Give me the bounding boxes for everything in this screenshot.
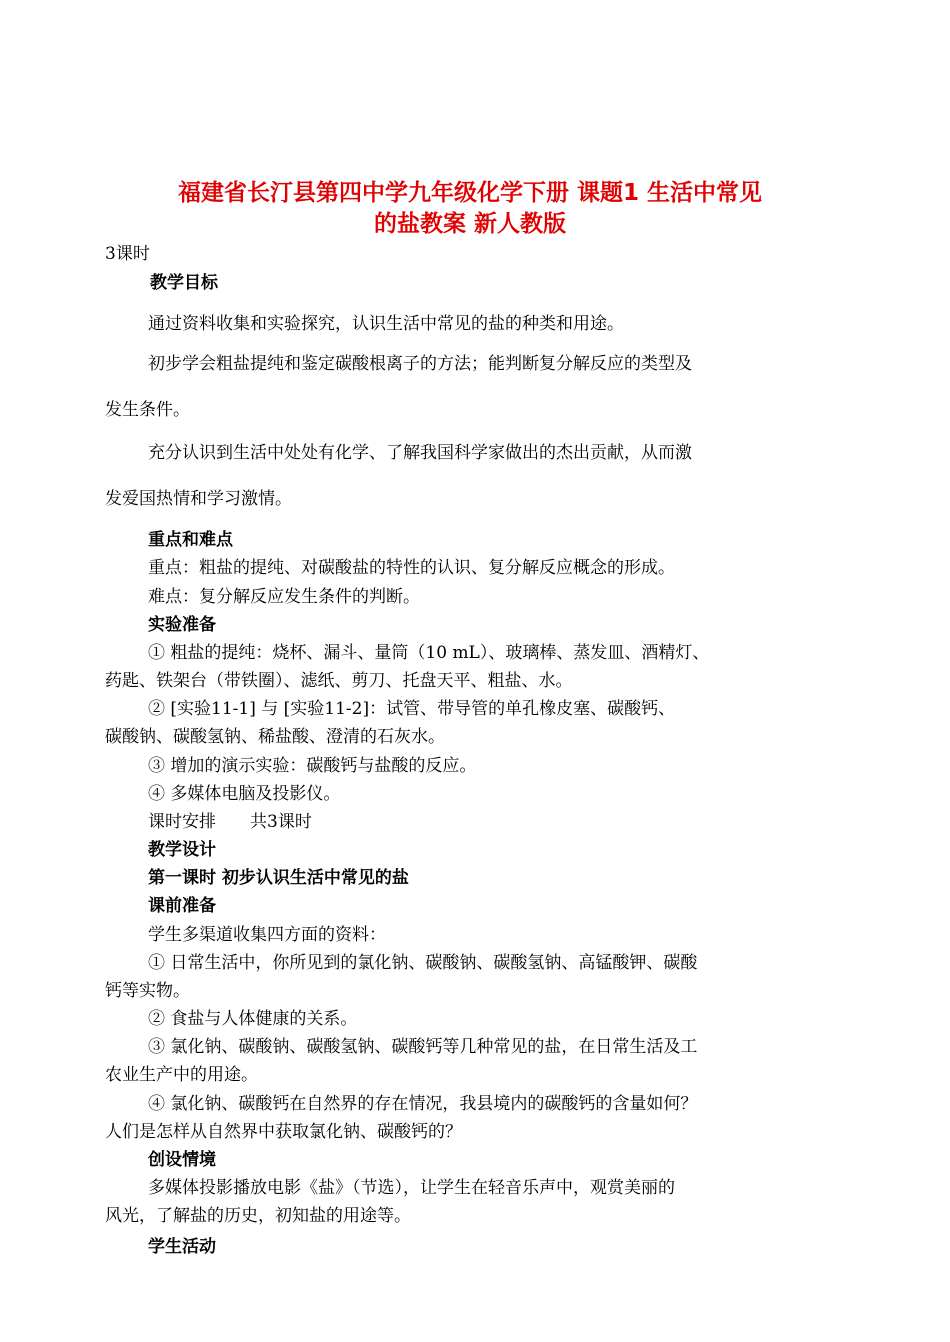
- list-item-continued: 药匙、铁架台（带铁圈）、滤纸、剪刀、托盘天平、粗盐、水。: [105, 671, 573, 691]
- list-item-continued: 农业生产中的用途。: [105, 1065, 258, 1085]
- paragraph-line: 通过资料收集和实验探究，认识生活中常见的盐的种类和用途。: [148, 314, 624, 334]
- paragraph-line: 学生多渠道收集四方面的资料：: [148, 925, 386, 945]
- paragraph-line: 初步学会粗盐提纯和鉴定碳酸根离子的方法；能判断复分解反应的类型及: [148, 354, 692, 374]
- paragraph-line: 难点：复分解反应发生条件的判断。: [148, 587, 420, 607]
- list-item: ① 日常生活中，你所见到的氯化钠、碳酸钠、碳酸氢钠、高锰酸钾、碳酸: [148, 953, 698, 973]
- paragraph-line: 重点：粗盐的提纯、对碳酸盐的特性的认识、复分解反应概念的形成。: [148, 558, 675, 578]
- heading-pre-class: 课前准备: [148, 896, 216, 916]
- title-line-1: 福建省长汀县第四中学九年级化学下册 课题1 生活中常见: [177, 180, 763, 206]
- paragraph-line: 风光，了解盐的历史，初知盐的用途等。: [105, 1206, 411, 1226]
- paragraph-line: 发生条件。: [105, 400, 190, 420]
- list-item: ③ 氯化钠、碳酸钠、碳酸氢钠、碳酸钙等几种常见的盐，在日常生活及工: [148, 1037, 698, 1057]
- paragraph-line: 发爱国热情和学习激情。: [105, 489, 292, 509]
- list-item: ① 粗盐的提纯：烧杯、漏斗、量筒（10 mL）、玻璃棒、蒸发皿、酒精灯、: [148, 643, 710, 663]
- heading-scenario: 创设情境: [148, 1150, 216, 1170]
- schedule-line: 课时安排 共3课时: [148, 812, 312, 832]
- heading-teaching-design: 教学设计: [148, 840, 216, 860]
- list-item: ③ 增加的演示实验：碳酸钙与盐酸的反应。: [148, 756, 477, 776]
- heading-teaching-goals: 教学目标: [150, 273, 218, 293]
- list-item-continued: 钙等实物。: [105, 981, 190, 1001]
- list-item: ④ 氯化钠、碳酸钙在自然界的存在情况，我县境内的碳酸钙的含量如何？: [148, 1094, 698, 1114]
- paragraph-line: 充分认识到生活中处处有化学、了解我国科学家做出的杰出贡献，从而激: [148, 443, 692, 463]
- paragraph-line: 多媒体投影播放电影《盐》（节选），让学生在轻音乐声中，观赏美丽的: [148, 1178, 675, 1198]
- list-item: ② 食盐与人体健康的关系。: [148, 1009, 358, 1029]
- heading-student-activity: 学生活动: [148, 1237, 216, 1257]
- document-title: [100, 178, 840, 240]
- heading-key-points: 重点和难点: [148, 530, 233, 550]
- list-item-continued: 碳酸钠、碳酸氢钠、稀盐酸、澄清的石灰水。: [105, 727, 445, 747]
- heading-experiment-prep: 实验准备: [148, 615, 216, 635]
- list-item: ④ 多媒体电脑及投影仪。: [148, 784, 341, 804]
- class-hours: 3课时: [105, 244, 150, 264]
- list-item-continued: 人们是怎样从自然界中获取氯化钠、碳酸钙的？: [105, 1122, 462, 1142]
- heading-first-lesson: 第一课时 初步认识生活中常见的盐: [148, 868, 409, 888]
- title-line-2: 的盐教案 新人教版: [373, 211, 566, 237]
- list-item: ② [实验11-1] 与 [实验11-2]：试管、带导管的单孔橡皮塞、碳酸钙、: [148, 699, 676, 719]
